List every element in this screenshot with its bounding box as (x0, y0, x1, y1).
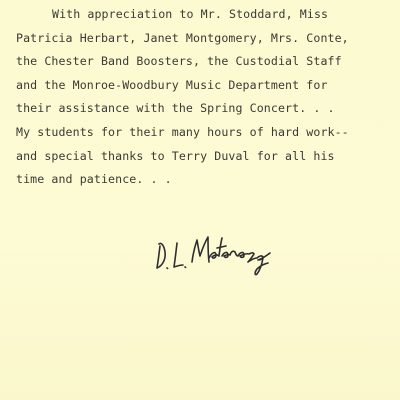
signature-stroke (157, 243, 165, 268)
letter-line: My students for their many hours of hard work-- (16, 124, 349, 139)
signature-drawing (150, 226, 280, 278)
letter-line: With appreciation to Mr. Stoddard, Miss (52, 7, 329, 21)
letter-line: their assistance with the Spring Concert. . . (16, 101, 335, 116)
letter-line: the Chester Band Boosters, the Custodial Staff (16, 54, 342, 69)
letter-line: Patricia Herbart, Janet Montgomery, Mrs. Conte, (16, 30, 349, 45)
letter-line: and the Monroe-Woodbury Music Department for (16, 77, 328, 92)
signature-stroke (192, 237, 209, 262)
handwritten-signature (150, 226, 280, 278)
letter-line: and special thanks to Terry Duval for all his (16, 148, 335, 163)
letter-body (16, 3, 388, 192)
signature-stroke (209, 238, 270, 275)
signature-strokes (157, 237, 270, 275)
letter-line: time and patience. . . (16, 172, 172, 187)
signature-stroke (174, 243, 183, 267)
